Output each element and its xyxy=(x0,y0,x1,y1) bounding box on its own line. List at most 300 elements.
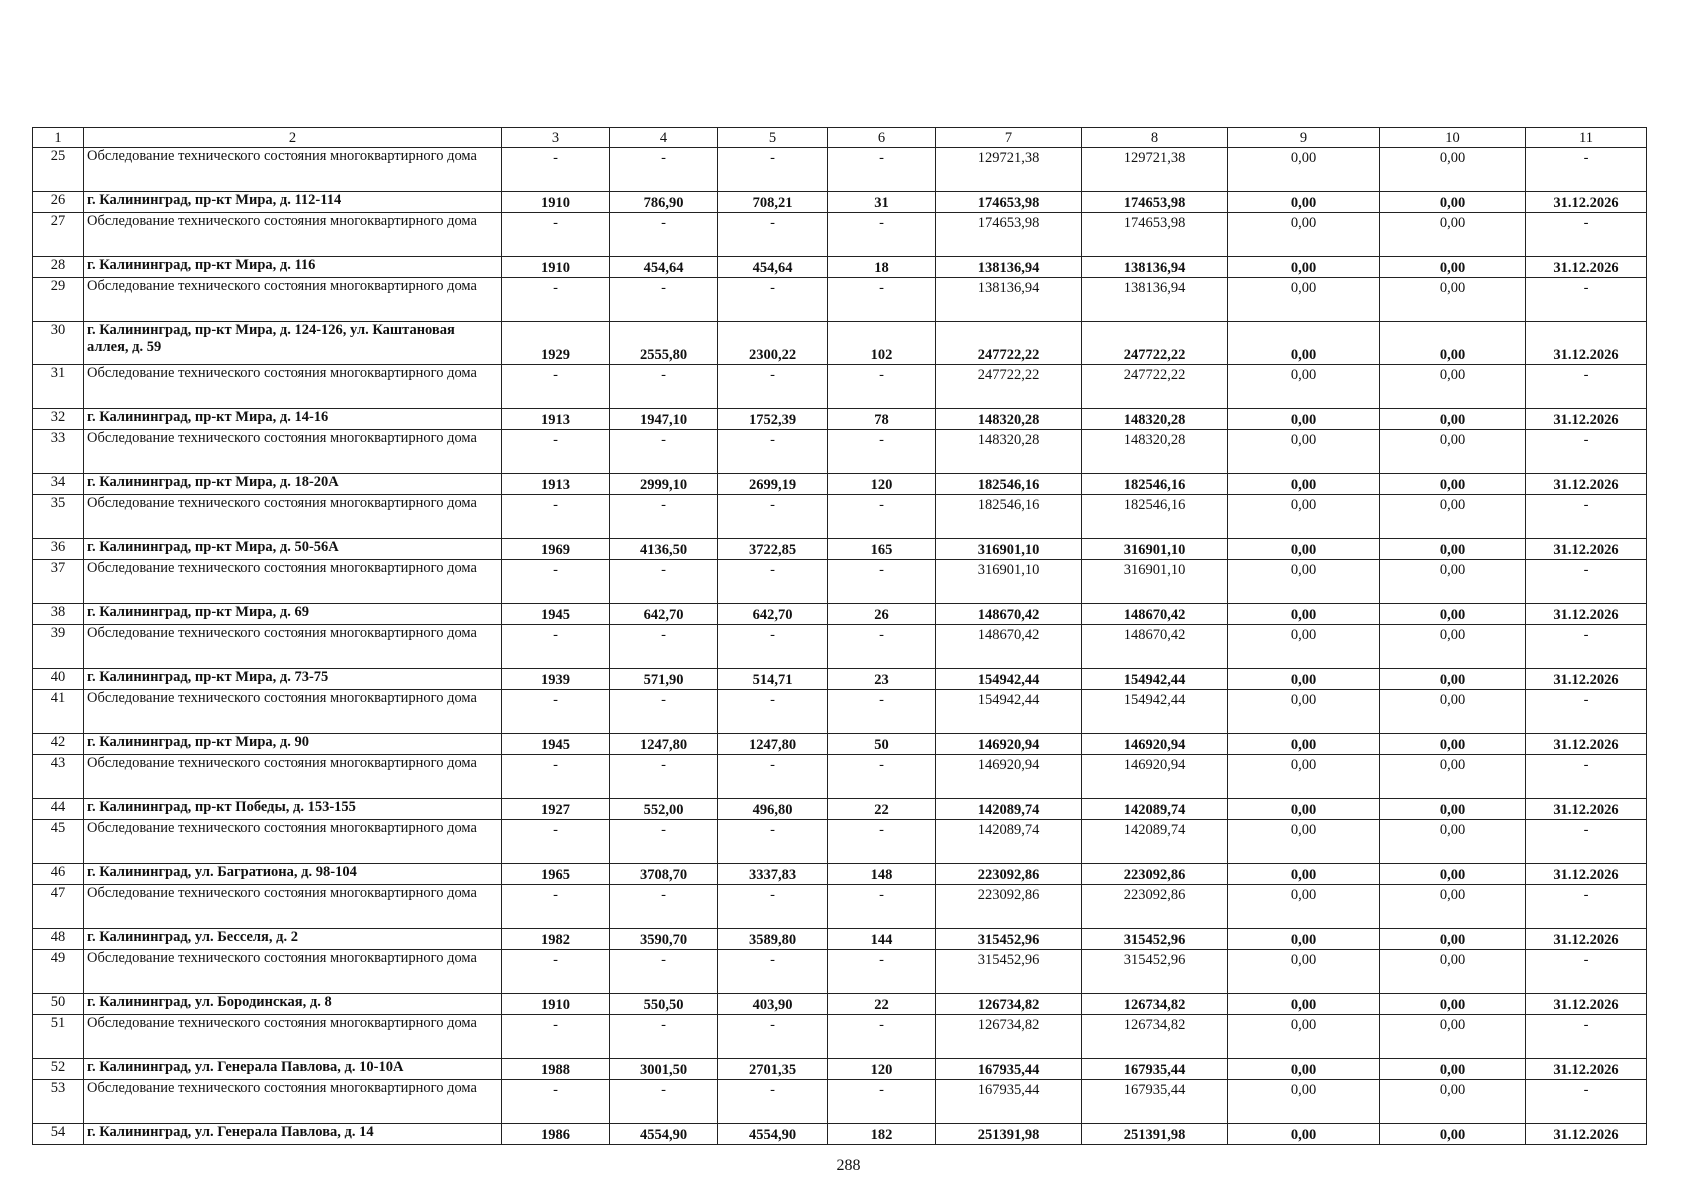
year-cell: 1910 xyxy=(502,192,610,213)
cost-budget-cell: 0,00 xyxy=(1228,950,1380,994)
deadline-cell: 31.12.2026 xyxy=(1526,734,1647,755)
building-row xyxy=(33,994,1647,1015)
object-name: г. Калининград, ул. Генерала Павлова, д. 10-10А xyxy=(84,1059,502,1080)
cost-total-cell: 182546,16 xyxy=(936,474,1082,495)
cost-budget-cell: 0,00 xyxy=(1228,148,1380,192)
year-cell: 1988 xyxy=(502,1059,610,1080)
column-header: 7 xyxy=(936,128,1082,148)
row-number: 46 xyxy=(33,864,84,885)
area-living-cell: - xyxy=(718,148,828,192)
row-number: 33 xyxy=(33,430,84,474)
year-cell: 1945 xyxy=(502,734,610,755)
deadline-cell: 31.12.2026 xyxy=(1526,192,1647,213)
year-cell: - xyxy=(502,950,610,994)
row-number: 41 xyxy=(33,690,84,734)
cost-budget-cell: 0,00 xyxy=(1228,539,1380,560)
area-living-cell: 4554,90 xyxy=(718,1124,828,1145)
building-row xyxy=(33,734,1647,755)
year-cell: 1910 xyxy=(502,994,610,1015)
area-living-cell: - xyxy=(718,495,828,539)
cost-owners-cell: 0,00 xyxy=(1380,885,1526,929)
cost-fund-cell: 154942,44 xyxy=(1082,669,1228,690)
cost-fund-cell: 129721,38 xyxy=(1082,148,1228,192)
residents-cell: - xyxy=(828,213,936,257)
column-header: 4 xyxy=(610,128,718,148)
deadline-cell: - xyxy=(1526,560,1647,604)
cost-budget-cell: 0,00 xyxy=(1228,430,1380,474)
deadline-cell: - xyxy=(1526,1015,1647,1059)
cost-owners-cell: 0,00 xyxy=(1380,148,1526,192)
residents-cell: 102 xyxy=(828,322,936,365)
object-name: Обследование технического состояния многоквартирного дома xyxy=(84,560,502,604)
cost-total-cell: 316901,10 xyxy=(936,560,1082,604)
area-total-cell: - xyxy=(610,1080,718,1124)
cost-budget-cell: 0,00 xyxy=(1228,192,1380,213)
object-name: Обследование технического состояния многоквартирного дома xyxy=(84,365,502,409)
residents-cell: 78 xyxy=(828,409,936,430)
column-header: 6 xyxy=(828,128,936,148)
residents-cell: - xyxy=(828,560,936,604)
area-total-cell: - xyxy=(610,950,718,994)
area-total-cell: 786,90 xyxy=(610,192,718,213)
cost-fund-cell: 223092,86 xyxy=(1082,885,1228,929)
cost-budget-cell: 0,00 xyxy=(1228,365,1380,409)
deadline-cell: 31.12.2026 xyxy=(1526,1059,1647,1080)
residents-cell: 148 xyxy=(828,864,936,885)
cost-budget-cell: 0,00 xyxy=(1228,885,1380,929)
object-name: г. Калининград, пр-кт Победы, д. 153-155 xyxy=(84,799,502,820)
area-total-cell: - xyxy=(610,430,718,474)
cost-fund-cell: 167935,44 xyxy=(1082,1059,1228,1080)
area-total-cell: 3001,50 xyxy=(610,1059,718,1080)
year-cell: 1969 xyxy=(502,539,610,560)
building-row xyxy=(33,929,1647,950)
cost-fund-cell: 148320,28 xyxy=(1082,409,1228,430)
year-cell: - xyxy=(502,495,610,539)
row-number: 48 xyxy=(33,929,84,950)
building-row xyxy=(33,864,1647,885)
row-number: 30 xyxy=(33,322,84,365)
cost-budget-cell: 0,00 xyxy=(1228,1015,1380,1059)
cost-owners-cell: 0,00 xyxy=(1380,734,1526,755)
object-name: г. Калининград, пр-кт Мира, д. 124-126, ул. Каштановая аллея, д. 59 xyxy=(84,322,502,365)
area-total-cell: 4136,50 xyxy=(610,539,718,560)
area-total-cell: 552,00 xyxy=(610,799,718,820)
area-total-cell: - xyxy=(610,148,718,192)
deadline-cell: - xyxy=(1526,365,1647,409)
cost-total-cell: 223092,86 xyxy=(936,885,1082,929)
year-cell: - xyxy=(502,755,610,799)
cost-fund-cell: 223092,86 xyxy=(1082,864,1228,885)
cost-owners-cell: 0,00 xyxy=(1380,864,1526,885)
area-living-cell: 1247,80 xyxy=(718,734,828,755)
area-living-cell: 3337,83 xyxy=(718,864,828,885)
building-row xyxy=(33,669,1647,690)
cost-fund-cell: 174653,98 xyxy=(1082,213,1228,257)
residents-cell: 22 xyxy=(828,799,936,820)
work-row xyxy=(33,625,1647,669)
year-cell: - xyxy=(502,1080,610,1124)
cost-fund-cell: 126734,82 xyxy=(1082,994,1228,1015)
cost-owners-cell: 0,00 xyxy=(1380,799,1526,820)
area-living-cell: 3722,85 xyxy=(718,539,828,560)
year-cell: 1913 xyxy=(502,474,610,495)
cost-owners-cell: 0,00 xyxy=(1380,539,1526,560)
cost-total-cell: 182546,16 xyxy=(936,495,1082,539)
cost-total-cell: 154942,44 xyxy=(936,690,1082,734)
cost-fund-cell: 138136,94 xyxy=(1082,278,1228,322)
residents-cell: 182 xyxy=(828,1124,936,1145)
building-row xyxy=(33,1059,1647,1080)
cost-total-cell: 174653,98 xyxy=(936,192,1082,213)
cost-total-cell: 146920,94 xyxy=(936,755,1082,799)
row-number: 52 xyxy=(33,1059,84,1080)
area-total-cell: 1247,80 xyxy=(610,734,718,755)
cost-total-cell: 167935,44 xyxy=(936,1080,1082,1124)
year-cell: 1910 xyxy=(502,257,610,278)
column-header: 5 xyxy=(718,128,828,148)
residents-cell: - xyxy=(828,365,936,409)
work-row xyxy=(33,365,1647,409)
row-number: 37 xyxy=(33,560,84,604)
cost-fund-cell: 138136,94 xyxy=(1082,257,1228,278)
cost-budget-cell: 0,00 xyxy=(1228,1124,1380,1145)
residents-cell: 120 xyxy=(828,474,936,495)
work-row xyxy=(33,213,1647,257)
row-number: 34 xyxy=(33,474,84,495)
area-total-cell: - xyxy=(610,1015,718,1059)
deadline-cell: 31.12.2026 xyxy=(1526,409,1647,430)
work-row xyxy=(33,755,1647,799)
area-living-cell: - xyxy=(718,755,828,799)
area-total-cell: - xyxy=(610,755,718,799)
object-name: Обследование технического состояния многоквартирного дома xyxy=(84,625,502,669)
area-living-cell: - xyxy=(718,690,828,734)
data-table xyxy=(32,127,1647,1145)
cost-budget-cell: 0,00 xyxy=(1228,322,1380,365)
area-living-cell: - xyxy=(718,625,828,669)
cost-total-cell: 142089,74 xyxy=(936,820,1082,864)
cost-total-cell: 126734,82 xyxy=(936,1015,1082,1059)
deadline-cell: - xyxy=(1526,690,1647,734)
deadline-cell: - xyxy=(1526,430,1647,474)
building-row xyxy=(33,799,1647,820)
area-living-cell: - xyxy=(718,885,828,929)
cost-owners-cell: 0,00 xyxy=(1380,604,1526,625)
object-name: г. Калининград, ул. Бесселя, д. 2 xyxy=(84,929,502,950)
object-name: Обследование технического состояния многоквартирного дома xyxy=(84,278,502,322)
cost-budget-cell: 0,00 xyxy=(1228,604,1380,625)
column-header: 9 xyxy=(1228,128,1380,148)
area-total-cell: - xyxy=(610,213,718,257)
cost-total-cell: 138136,94 xyxy=(936,278,1082,322)
year-cell: - xyxy=(502,1015,610,1059)
deadline-cell: - xyxy=(1526,495,1647,539)
cost-total-cell: 148320,28 xyxy=(936,430,1082,474)
area-living-cell: 2699,19 xyxy=(718,474,828,495)
work-row xyxy=(33,1080,1647,1124)
object-name: г. Калининград, пр-кт Мира, д. 50-56А xyxy=(84,539,502,560)
cost-owners-cell: 0,00 xyxy=(1380,278,1526,322)
column-header: 8 xyxy=(1082,128,1228,148)
year-cell: - xyxy=(502,820,610,864)
cost-total-cell: 146920,94 xyxy=(936,734,1082,755)
area-living-cell: 2300,22 xyxy=(718,322,828,365)
area-total-cell: 4554,90 xyxy=(610,1124,718,1145)
area-total-cell: 454,64 xyxy=(610,257,718,278)
area-total-cell: 3708,70 xyxy=(610,864,718,885)
cost-total-cell: 154942,44 xyxy=(936,669,1082,690)
cost-owners-cell: 0,00 xyxy=(1380,1080,1526,1124)
row-number: 49 xyxy=(33,950,84,994)
area-total-cell: 2555,80 xyxy=(610,322,718,365)
work-row xyxy=(33,1015,1647,1059)
work-row xyxy=(33,560,1647,604)
year-cell: - xyxy=(502,365,610,409)
year-cell: - xyxy=(502,560,610,604)
cost-owners-cell: 0,00 xyxy=(1380,560,1526,604)
building-row xyxy=(33,257,1647,278)
row-number: 42 xyxy=(33,734,84,755)
column-number-row xyxy=(33,128,1647,148)
area-total-cell: - xyxy=(610,625,718,669)
object-name: Обследование технического состояния многоквартирного дома xyxy=(84,430,502,474)
cost-owners-cell: 0,00 xyxy=(1380,1124,1526,1145)
object-name: г. Калининград, ул. Багратиона, д. 98-104 xyxy=(84,864,502,885)
cost-budget-cell: 0,00 xyxy=(1228,994,1380,1015)
object-name: Обследование технического состояния многоквартирного дома xyxy=(84,885,502,929)
work-row xyxy=(33,690,1647,734)
area-total-cell: 571,90 xyxy=(610,669,718,690)
object-name: Обследование технического состояния многоквартирного дома xyxy=(84,1080,502,1124)
residents-cell: 165 xyxy=(828,539,936,560)
deadline-cell: - xyxy=(1526,148,1647,192)
row-number: 27 xyxy=(33,213,84,257)
column-header: 2 xyxy=(84,128,502,148)
area-living-cell: 496,80 xyxy=(718,799,828,820)
residents-cell: 22 xyxy=(828,994,936,1015)
cost-owners-cell: 0,00 xyxy=(1380,929,1526,950)
cost-owners-cell: 0,00 xyxy=(1380,213,1526,257)
cost-budget-cell: 0,00 xyxy=(1228,799,1380,820)
area-total-cell: - xyxy=(610,560,718,604)
area-total-cell: 1947,10 xyxy=(610,409,718,430)
residents-cell: - xyxy=(828,950,936,994)
cost-fund-cell: 148320,28 xyxy=(1082,430,1228,474)
cost-budget-cell: 0,00 xyxy=(1228,734,1380,755)
cost-fund-cell: 154942,44 xyxy=(1082,690,1228,734)
area-living-cell: 514,71 xyxy=(718,669,828,690)
residents-cell: - xyxy=(828,625,936,669)
cost-fund-cell: 142089,74 xyxy=(1082,799,1228,820)
cost-owners-cell: 0,00 xyxy=(1380,409,1526,430)
residents-cell: 31 xyxy=(828,192,936,213)
cost-budget-cell: 0,00 xyxy=(1228,1059,1380,1080)
cost-owners-cell: 0,00 xyxy=(1380,1059,1526,1080)
work-row xyxy=(33,148,1647,192)
area-total-cell: 550,50 xyxy=(610,994,718,1015)
row-number: 53 xyxy=(33,1080,84,1124)
deadline-cell: 31.12.2026 xyxy=(1526,864,1647,885)
area-total-cell: - xyxy=(610,495,718,539)
year-cell: - xyxy=(502,278,610,322)
deadline-cell: 31.12.2026 xyxy=(1526,322,1647,365)
work-row xyxy=(33,820,1647,864)
row-number: 28 xyxy=(33,257,84,278)
year-cell: - xyxy=(502,430,610,474)
cost-owners-cell: 0,00 xyxy=(1380,257,1526,278)
column-header: 10 xyxy=(1380,128,1526,148)
residents-cell: 50 xyxy=(828,734,936,755)
column-header: 3 xyxy=(502,128,610,148)
area-living-cell: 642,70 xyxy=(718,604,828,625)
year-cell: - xyxy=(502,690,610,734)
row-number: 26 xyxy=(33,192,84,213)
object-name: Обследование технического состояния многоквартирного дома xyxy=(84,495,502,539)
row-number: 25 xyxy=(33,148,84,192)
residents-cell: - xyxy=(828,690,936,734)
cost-budget-cell: 0,00 xyxy=(1228,257,1380,278)
cost-budget-cell: 0,00 xyxy=(1228,690,1380,734)
cost-owners-cell: 0,00 xyxy=(1380,365,1526,409)
cost-total-cell: 315452,96 xyxy=(936,929,1082,950)
cost-budget-cell: 0,00 xyxy=(1228,1080,1380,1124)
year-cell: - xyxy=(502,885,610,929)
object-name: г. Калининград, пр-кт Мира, д. 116 xyxy=(84,257,502,278)
cost-total-cell: 316901,10 xyxy=(936,539,1082,560)
cost-owners-cell: 0,00 xyxy=(1380,669,1526,690)
building-row xyxy=(33,322,1647,365)
cost-budget-cell: 0,00 xyxy=(1228,820,1380,864)
row-number: 51 xyxy=(33,1015,84,1059)
deadline-cell: - xyxy=(1526,625,1647,669)
row-number: 47 xyxy=(33,885,84,929)
year-cell: - xyxy=(502,213,610,257)
cost-total-cell: 247722,22 xyxy=(936,365,1082,409)
building-row xyxy=(33,192,1647,213)
cost-budget-cell: 0,00 xyxy=(1228,864,1380,885)
area-living-cell: 1752,39 xyxy=(718,409,828,430)
residents-cell: - xyxy=(828,1080,936,1124)
area-living-cell: - xyxy=(718,950,828,994)
row-number: 38 xyxy=(33,604,84,625)
deadline-cell: - xyxy=(1526,950,1647,994)
cost-total-cell: 223092,86 xyxy=(936,864,1082,885)
column-header: 11 xyxy=(1526,128,1647,148)
cost-budget-cell: 0,00 xyxy=(1228,278,1380,322)
area-living-cell: - xyxy=(718,278,828,322)
cost-owners-cell: 0,00 xyxy=(1380,474,1526,495)
area-total-cell: - xyxy=(610,690,718,734)
area-living-cell: - xyxy=(718,1080,828,1124)
object-name: г. Калининград, пр-кт Мира, д. 69 xyxy=(84,604,502,625)
cost-fund-cell: 251391,98 xyxy=(1082,1124,1228,1145)
work-row xyxy=(33,278,1647,322)
row-number: 43 xyxy=(33,755,84,799)
column-header: 1 xyxy=(33,128,84,148)
year-cell: - xyxy=(502,625,610,669)
deadline-cell: - xyxy=(1526,1080,1647,1124)
area-total-cell: 2999,10 xyxy=(610,474,718,495)
row-number: 31 xyxy=(33,365,84,409)
cost-total-cell: 142089,74 xyxy=(936,799,1082,820)
cost-fund-cell: 148670,42 xyxy=(1082,625,1228,669)
object-name: Обследование технического состояния многоквартирного дома xyxy=(84,950,502,994)
deadline-cell: 31.12.2026 xyxy=(1526,539,1647,560)
object-name: Обследование технического состояния многоквартирного дома xyxy=(84,755,502,799)
cost-owners-cell: 0,00 xyxy=(1380,495,1526,539)
deadline-cell: - xyxy=(1526,755,1647,799)
residents-cell: - xyxy=(828,755,936,799)
object-name: г. Калининград, пр-кт Мира, д. 14-16 xyxy=(84,409,502,430)
row-number: 32 xyxy=(33,409,84,430)
row-number: 44 xyxy=(33,799,84,820)
residents-cell: - xyxy=(828,820,936,864)
object-name: Обследование технического состояния многоквартирного дома xyxy=(84,1015,502,1059)
residents-cell: - xyxy=(828,148,936,192)
cost-owners-cell: 0,00 xyxy=(1380,192,1526,213)
cost-budget-cell: 0,00 xyxy=(1228,625,1380,669)
object-name: Обследование технического состояния многоквартирного дома xyxy=(84,820,502,864)
deadline-cell: 31.12.2026 xyxy=(1526,929,1647,950)
area-living-cell: 403,90 xyxy=(718,994,828,1015)
area-total-cell: - xyxy=(610,820,718,864)
cost-total-cell: 148670,42 xyxy=(936,604,1082,625)
cost-fund-cell: 148670,42 xyxy=(1082,604,1228,625)
cost-budget-cell: 0,00 xyxy=(1228,669,1380,690)
area-living-cell: - xyxy=(718,430,828,474)
year-cell: 1982 xyxy=(502,929,610,950)
row-number: 36 xyxy=(33,539,84,560)
deadline-cell: 31.12.2026 xyxy=(1526,474,1647,495)
cost-total-cell: 251391,98 xyxy=(936,1124,1082,1145)
cost-budget-cell: 0,00 xyxy=(1228,474,1380,495)
cost-budget-cell: 0,00 xyxy=(1228,755,1380,799)
residents-cell: 26 xyxy=(828,604,936,625)
deadline-cell: 31.12.2026 xyxy=(1526,669,1647,690)
row-number: 50 xyxy=(33,994,84,1015)
cost-total-cell: 174653,98 xyxy=(936,213,1082,257)
cost-owners-cell: 0,00 xyxy=(1380,690,1526,734)
cost-budget-cell: 0,00 xyxy=(1228,495,1380,539)
cost-fund-cell: 146920,94 xyxy=(1082,734,1228,755)
cost-fund-cell: 315452,96 xyxy=(1082,950,1228,994)
row-number: 35 xyxy=(33,495,84,539)
cost-total-cell: 247722,22 xyxy=(936,322,1082,365)
area-total-cell: - xyxy=(610,365,718,409)
cost-fund-cell: 316901,10 xyxy=(1082,560,1228,604)
cost-owners-cell: 0,00 xyxy=(1380,430,1526,474)
object-name: Обследование технического состояния многоквартирного дома xyxy=(84,213,502,257)
cost-fund-cell: 247722,22 xyxy=(1082,322,1228,365)
residents-cell: - xyxy=(828,1015,936,1059)
area-living-cell: - xyxy=(718,820,828,864)
cost-total-cell: 167935,44 xyxy=(936,1059,1082,1080)
object-name: Обследование технического состояния многоквартирного дома xyxy=(84,690,502,734)
residents-cell: - xyxy=(828,495,936,539)
cost-fund-cell: 315452,96 xyxy=(1082,929,1228,950)
cost-owners-cell: 0,00 xyxy=(1380,820,1526,864)
year-cell: 1913 xyxy=(502,409,610,430)
cost-total-cell: 148670,42 xyxy=(936,625,1082,669)
cost-owners-cell: 0,00 xyxy=(1380,994,1526,1015)
cost-fund-cell: 182546,16 xyxy=(1082,474,1228,495)
building-row xyxy=(33,604,1647,625)
row-number: 40 xyxy=(33,669,84,690)
cost-owners-cell: 0,00 xyxy=(1380,1015,1526,1059)
area-living-cell: 708,21 xyxy=(718,192,828,213)
cost-fund-cell: 247722,22 xyxy=(1082,365,1228,409)
